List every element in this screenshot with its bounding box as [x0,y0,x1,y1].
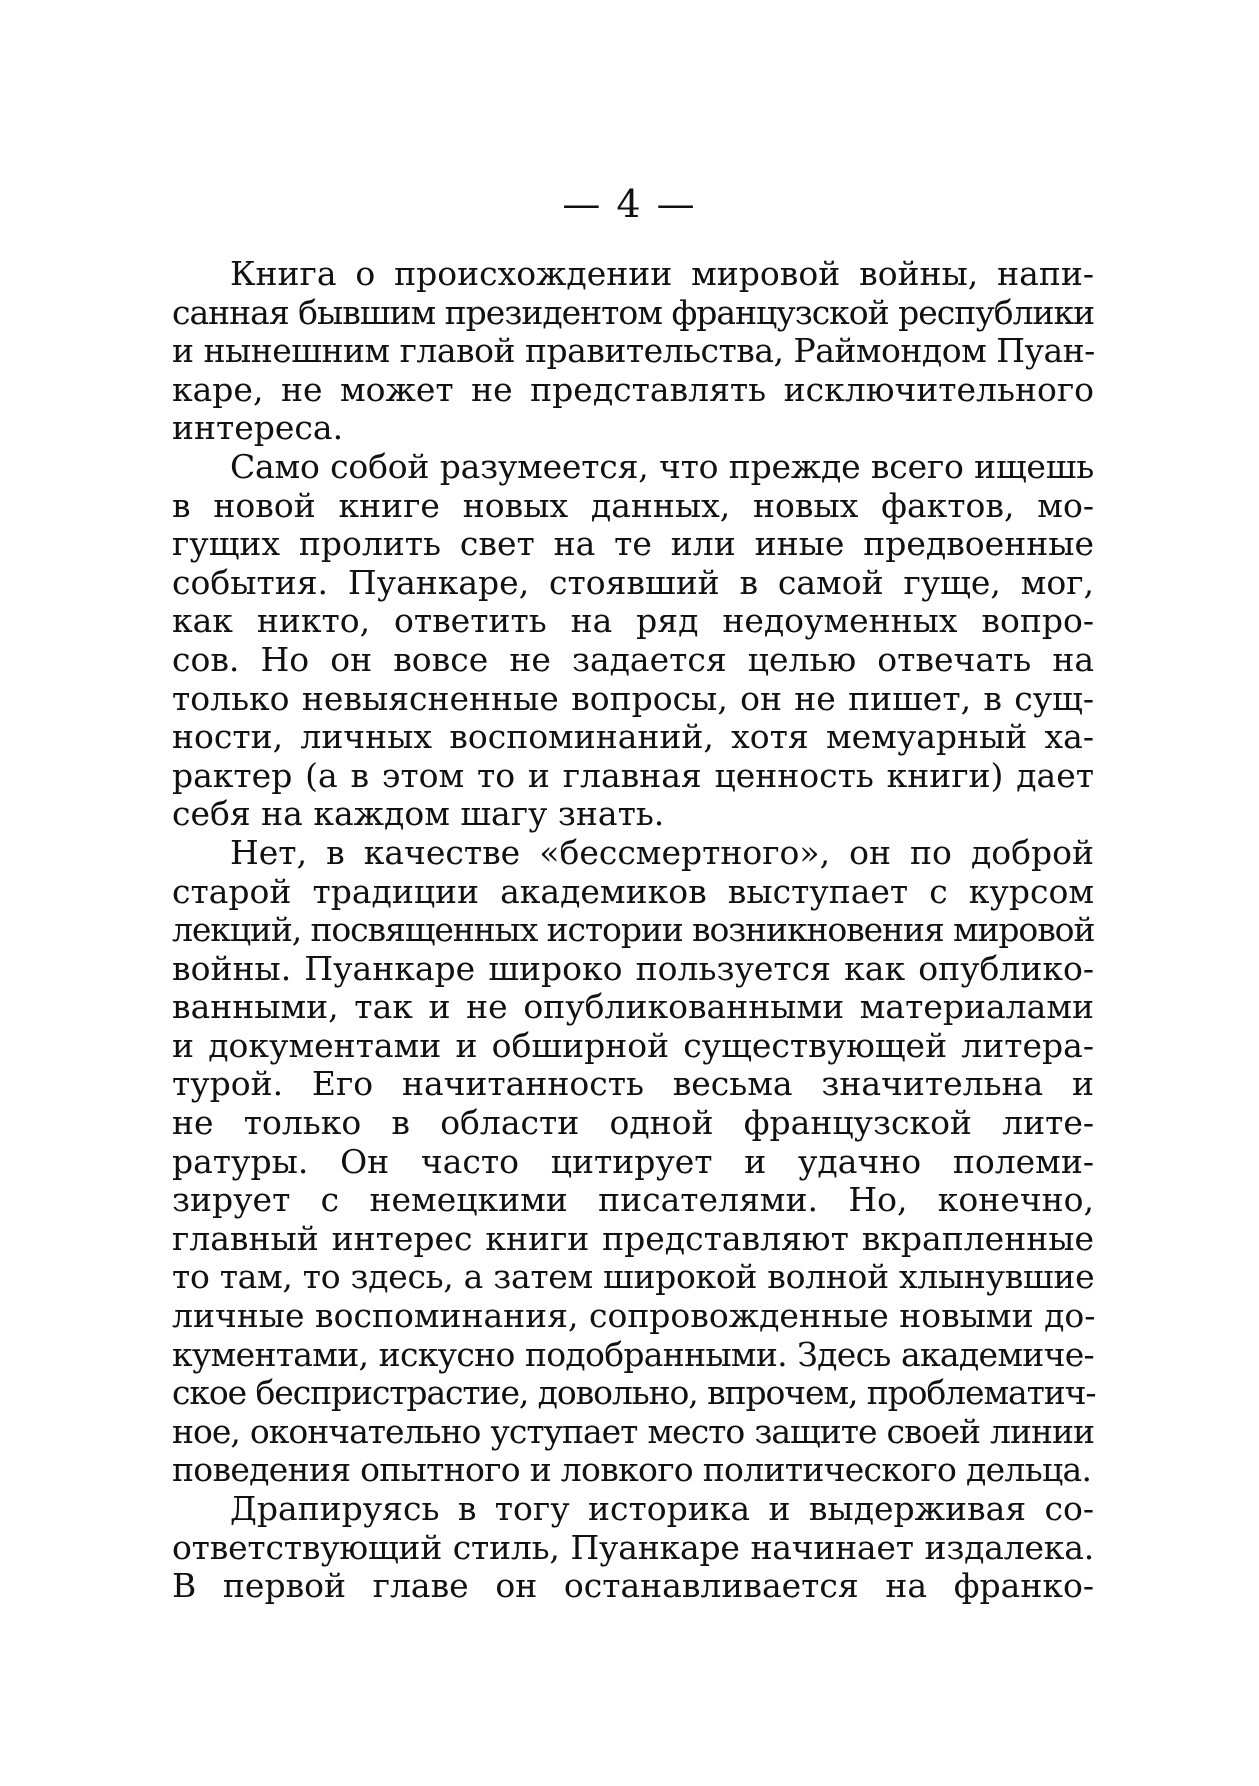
text-line: турой. Его начитанность весьма значительна и [172,1064,1094,1104]
text-line: сов. Но он вовсе не задается целью отвечать на [172,639,1094,679]
text-line: то там, то здесь, а затем широкой волной хлынувшие [172,1257,1095,1297]
text-line: интереса. [172,408,344,448]
text-line: В первой главе он останавливается на франко- [172,1566,1094,1606]
text-line: в новой книге новых данных, новых фактов, мо- [172,485,1094,525]
text-line: себя на каждом шагу знать. [172,794,665,834]
text-line: ности, личных воспоминаний, хотя мемуарный ха- [172,717,1094,757]
text-line: личные воспоминания, сопровожденные новыми до- [172,1296,1096,1336]
text-line: только невыясненные вопросы, он не пишет, в сущ- [172,678,1094,718]
body-text [172,255,1094,1606]
text-line: лекций, посвященных истории возникновения мировой [172,910,1095,950]
paragraph [172,834,1094,1490]
text-line: как никто, ответить на ряд недоуменных вопро- [172,601,1094,641]
text-line: санная бывшим президентом французской республики [172,292,1095,332]
text-line: ответствующий стиль, Пуанкаре начинает издалека. [172,1527,1094,1567]
paragraph [172,255,1094,448]
text-line: зирует с немецкими писателями. Но, конечно, [172,1180,1094,1220]
text-line: поведения опытного и ловкого политического дельца. [172,1450,1092,1490]
text-line: ратуры. Он часто цитирует и удачно полеми- [172,1141,1094,1181]
text-line: Драпируясь в тогу историка и выдерживая со- [230,1489,1094,1528]
text-line: не только в области одной французской лите- [172,1103,1094,1143]
paragraph [172,1490,1094,1606]
text-line: Нет, в качестве «бессмертного», он по доброй [230,832,1094,872]
page-number: — 4 — [562,182,697,226]
text-line: Само собой разумеется, что прежде всего ищешь [230,446,1094,486]
text-line: кументами, искусно подобранными. Здесь академиче- [172,1334,1094,1374]
text-line: ное, окончательно уступает место защите своей линии [172,1411,1094,1451]
paragraph [172,448,1094,834]
text-line: рактер (а в этом то и главная ценность книги) дает [172,755,1094,795]
text-line: войны. Пуанкаре широко пользуется как опублико- [172,948,1094,988]
text-line: главный интерес книги представляют вкрапленные [172,1218,1094,1258]
text-line: ское беспристрастие, довольно, впрочем, проблематич- [172,1373,1096,1413]
text-line: ванными, так и не опубликованными материалами [172,987,1094,1027]
text-line: каре, не может не представлять исключительного [172,369,1094,409]
text-line: и документами и обширной существующей литера- [172,1025,1094,1065]
text-line: события. Пуанкаре, стоявший в самой гуще, мог, [172,562,1094,602]
text-line: и нынешним главой правительства, Раймондом Пуан- [172,331,1095,371]
text-line: Книга о происхождении мировой войны, напи- [230,254,1094,293]
text-line: гущих пролить свет на те или иные предвоенные [172,524,1094,564]
text-line: старой традиции академиков выступает с курсом [172,871,1094,911]
